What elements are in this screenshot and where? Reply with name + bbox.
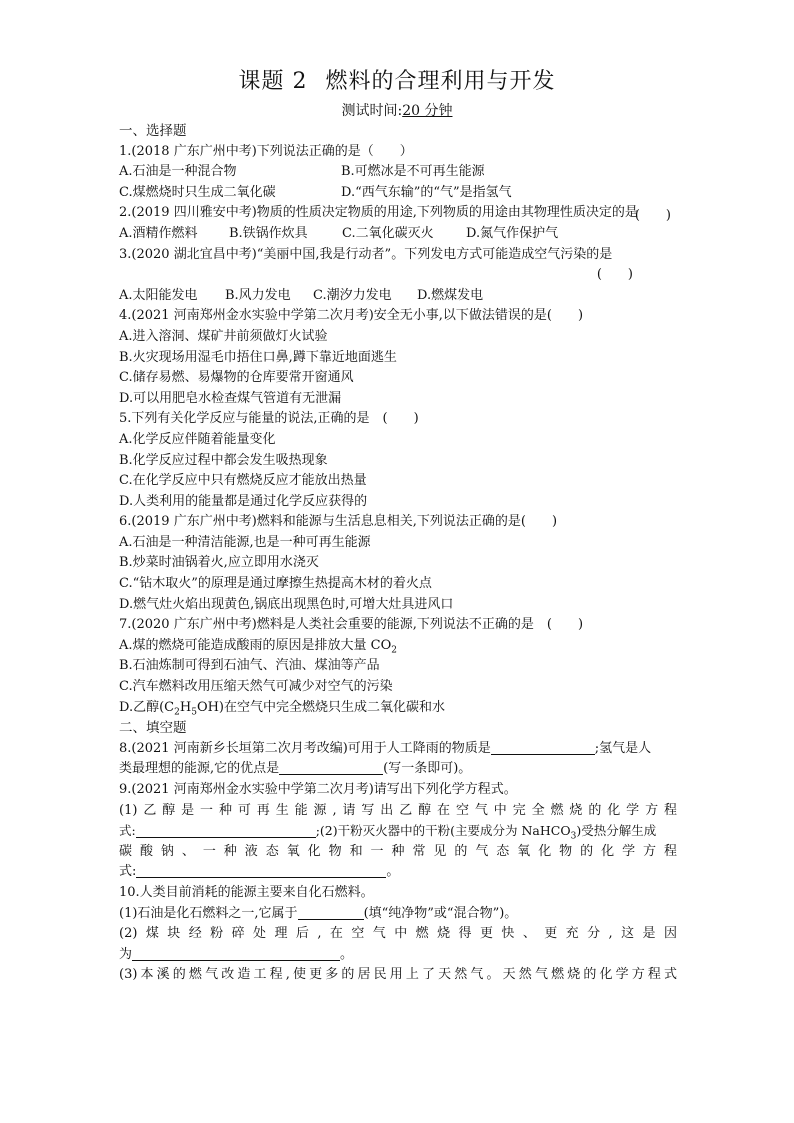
q1-option-b: B.可燃冰是不可再生能源	[341, 164, 485, 180]
q6-option-a: A.石油是一种清洁能源,也是一种可再生能源	[119, 534, 371, 550]
q9-line-4	[119, 862, 677, 883]
q8-text-2: ;氢气是人	[594, 740, 652, 756]
q1-options-ab	[119, 162, 677, 183]
q2-option-a: A.酒精作燃料	[119, 225, 198, 241]
q7-option-b: B.石油炼制可得到石油气、汽油、煤油等产品	[119, 658, 380, 674]
q5-option-b: B.化学反应过程中都会发生吸热现象	[119, 452, 328, 468]
q10-text-2: (填“纯净物”或“混合物”)。	[363, 905, 518, 921]
q2-option-c: C.二氧化碳灭火	[342, 225, 434, 241]
q2-option-d: D.氮气作保护气	[466, 225, 559, 241]
q8-line-1	[119, 739, 677, 760]
q9-line-3: 碳酸钠、一种液态氧化物和一种常见的气态氧化物的化学方程	[119, 843, 677, 859]
q3-option-a: A.太阳能发电	[119, 287, 198, 303]
q4-option-a: A.进入溶洞、煤矿井前须做灯火试验	[119, 328, 328, 344]
q2-stem: 2.(2019 四川雅安中考)物质的性质决定物质的用途,下列物质的用途由其物理性质决定的是	[119, 205, 638, 221]
q1-options-cd	[119, 183, 677, 204]
q7-option-a-sub: 2	[391, 645, 397, 656]
q9-line-2	[119, 821, 677, 842]
q4-option-d: D.可以用肥皂水检查煤气管道有无泄漏	[119, 390, 342, 406]
q8-text-3: 类最理想的能源,它的优点是	[119, 761, 280, 777]
test-time-label: 测试时间:	[341, 103, 403, 119]
q1-option-c: C.煤燃烧时只生成二氧化碳	[119, 184, 276, 200]
q4-option-c: C.储存易燃、易爆物的仓库要常开窗通风	[119, 370, 354, 386]
q3-option-c: C.潮汐力发电	[313, 287, 392, 303]
q2-answer-paren: ( )	[634, 207, 671, 223]
q10-line-2: (2)煤块经粉碎处理后,在空气中燃烧得更快、更充分,这是因	[119, 926, 677, 942]
q5-option-d: D.人类利用的能量都是通过化学反应获得的	[119, 493, 368, 509]
q10-line-4: (3)本溪的燃气改造工程,使更多的居民用上了天然气。天然气燃烧的化学方程式	[119, 967, 677, 983]
q10-text-4: 。	[340, 946, 354, 962]
question-list	[119, 121, 677, 986]
q1-option-d: D.“西气东输”的“气”是指氢气	[341, 184, 512, 200]
q10-line-3	[119, 945, 677, 966]
q7-option-d-sub-1: 2	[174, 707, 180, 718]
q7-option-d	[119, 698, 677, 719]
q9-stem: 9.(2021 河南郑州金水实验中学第二次月考)请写出下列化学方程式。	[119, 782, 517, 797]
lesson-number: 课题 2	[238, 69, 308, 94]
q4-option-b: B.火灾现场用湿毛巾捂住口鼻,蹲下靠近地面逃生	[119, 349, 397, 365]
q1-stem: 1.(2018 广东广州中考)下列说法正确的是（ ）	[119, 143, 413, 159]
q4-stem: 4.(2021 河南郑州金水实验中学第二次月考)安全无小事,以下做法错误的是( )	[119, 308, 584, 324]
q10-text-3: 为	[119, 946, 133, 962]
q5-stem: 5.下列有关化学反应与能量的说法,正确的是 ( )	[119, 411, 419, 427]
q7-option-d-text-1: D.乙醇(C	[119, 699, 175, 715]
q7-option-d-text-3: OH)在空气中完全燃烧只生成二氧化碳和水	[196, 699, 446, 715]
q5-option-a: A.化学反应伴随着能量变化	[119, 431, 276, 447]
section-choice: 一、选择题	[119, 123, 187, 139]
q9-text-1: 式:	[119, 823, 136, 839]
q3-options	[119, 286, 677, 307]
q1-option-a: A.石油是一种混合物	[119, 164, 237, 180]
q9-text-5: 。	[386, 864, 400, 880]
q9-line-1: (1)乙醇是一种可再生能源,请写出乙醇在空气中完全燃烧的化学方程	[119, 802, 677, 818]
q6-option-c: C.“钻木取火”的原理是通过摩擦生热提高木材的着火点	[119, 576, 432, 592]
q9-sub: 3	[570, 831, 577, 842]
q2-option-b: B.铁锅作炊具	[229, 225, 308, 241]
q3-stem: 3.(2020 湖北宜昌中考)“美丽中国,我是行动者”。下列发电方式可能造成空气污染的是	[119, 246, 613, 262]
lesson-title: 燃料的合理利用与开发	[325, 69, 556, 94]
q5-option-c: C.在化学反应中只有燃烧反应才能放出热量	[119, 473, 367, 489]
q10-line-1	[119, 904, 677, 925]
q8-line-2	[119, 759, 677, 780]
q7-option-d-text-2: H	[179, 699, 192, 715]
q7-option-a-text: A.煤的燃烧可能造成酸雨的原因是排放大量 CO	[119, 637, 392, 653]
q10-blank-1[interactable]	[298, 905, 364, 920]
q8-blank-2[interactable]	[279, 760, 383, 775]
q9-text-2: ;(2)干粉灭火器中的干粉(主要成分为 NaHCO	[315, 823, 571, 839]
q7-option-c: C.汽车燃料改用压缩天然气可减少对空气的污染	[119, 679, 393, 695]
q6-stem: 6.(2019 广东广州中考)燃料和能源与生活息息相关,下列说法正确的是( )	[119, 514, 558, 530]
q3-answer-paren: ( )	[596, 267, 633, 283]
q9-blank-1[interactable]	[136, 823, 316, 838]
test-time	[0, 100, 794, 120]
section-fill: 二、填空题	[119, 720, 187, 737]
q8-blank-1[interactable]	[491, 740, 595, 755]
q7-option-d-sub-2: 5	[191, 707, 197, 718]
q9-blank-2[interactable]	[136, 863, 386, 878]
q10-text-1: (1)石油是化石燃料之一,它属于	[119, 905, 298, 921]
q3-option-d: D.燃煤发电	[417, 287, 484, 303]
q10-blank-2[interactable]	[132, 946, 340, 961]
page-title	[0, 64, 794, 95]
q9-text-4: 式:	[119, 864, 137, 880]
q9-text-3: )受热分解生成	[576, 823, 657, 839]
q6-option-b: B.炒菜时油锅着火,应立即用水浇灭	[119, 555, 319, 571]
test-time-value: 20 分钟	[402, 103, 453, 119]
q8-text-1: 8.(2021 河南新乡长垣第二次月考改编)可用于人工降雨的物质是	[119, 740, 491, 756]
q3-option-b: B.风力发电	[225, 287, 291, 303]
q7-stem: 7.(2020 广东广州中考)燃料是人类社会重要的能源,下列说法不正确的是 ( )	[119, 617, 584, 633]
q6-option-d: D.燃气灶火焰出现黄色,锅底出现黑色时,可增大灶具进风口	[119, 596, 454, 612]
q7-option-a	[119, 636, 677, 657]
q8-text-4: (写一条即可)。	[383, 761, 472, 777]
q10-stem: 10.人类目前消耗的能源主要来自化石燃料。	[119, 884, 374, 900]
